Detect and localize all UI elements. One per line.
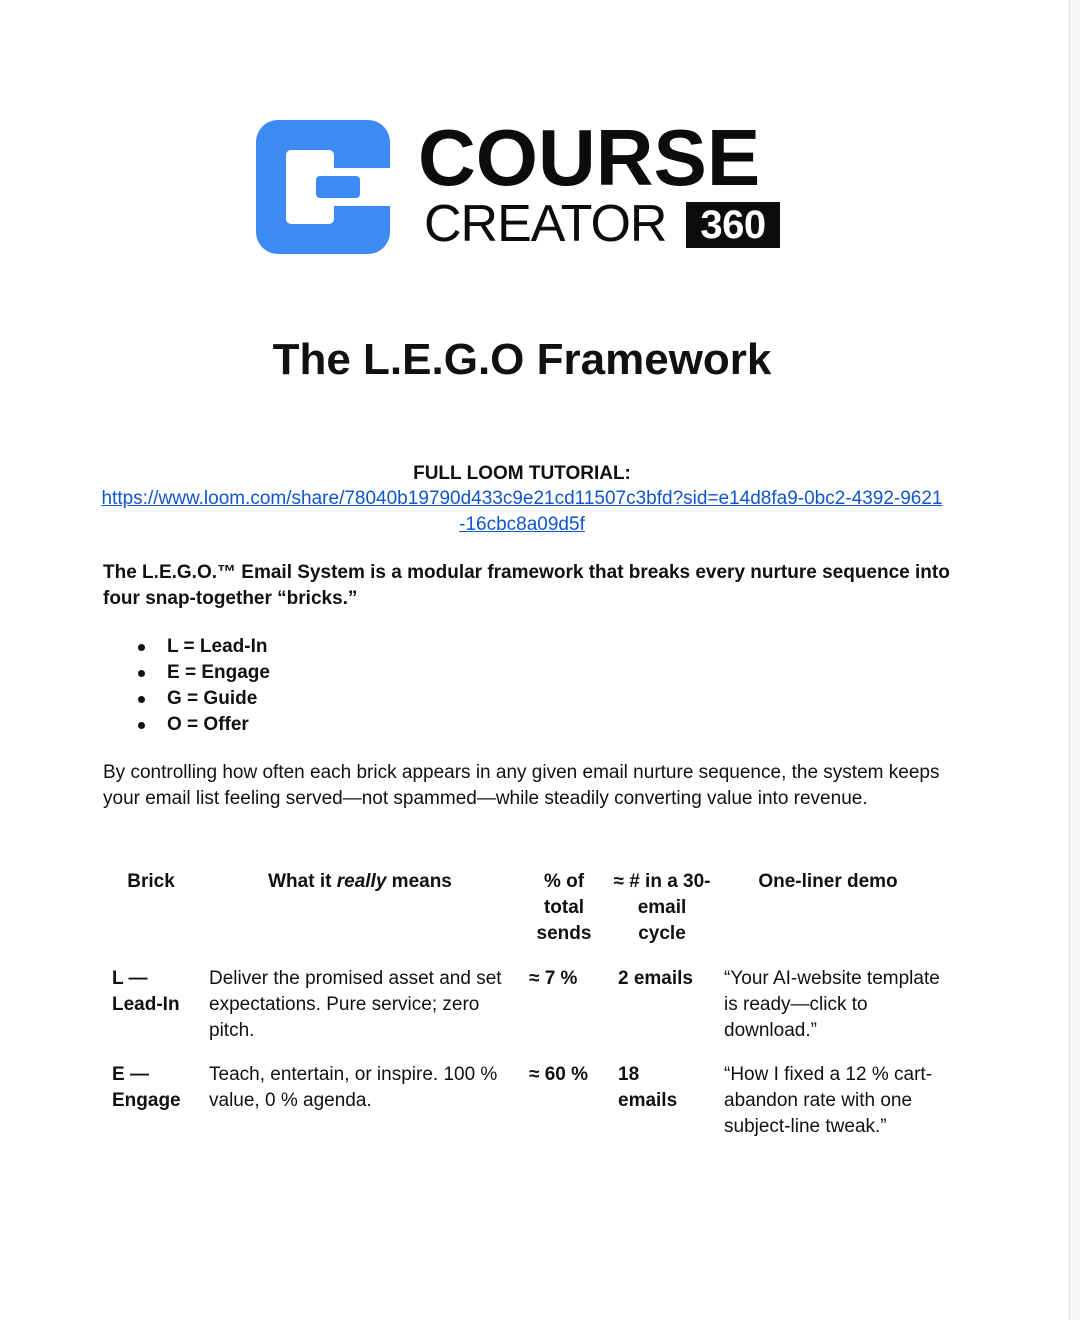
header-meaning	[205, 869, 515, 895]
row-lead-in-brick: L — Lead-In	[112, 968, 180, 1015]
row-engage-demo: “How I fixed a 12 % cart-abandon rate with one subject-line tweak.”	[724, 1064, 933, 1137]
header-meaning-emphasis: really	[336, 871, 387, 892]
header-percent: % of total sends	[536, 871, 592, 944]
row-engage-brick: E — Engage	[112, 1064, 181, 1111]
header-count: ≈ # in a 30-email cycle	[613, 871, 711, 944]
row-lead-in-count: 2 emails	[618, 968, 693, 989]
logo-word-creator: CREATOR	[424, 195, 667, 253]
list-item: O = Offer	[103, 712, 270, 738]
row-lead-in-demo: “Your AI-website template is ready—click to download.”	[724, 968, 940, 1041]
header-brick: Brick	[127, 871, 175, 892]
course-creator-logo	[256, 113, 786, 258]
header-meaning-pre: What it	[268, 871, 337, 892]
page-edge	[1069, 0, 1080, 1320]
intro-text: The L.E.G.O.™ Email System is a modular framework that breaks every nurture sequence into four snap-together “bricks.”	[103, 562, 950, 609]
list-item: L = Lead-In	[103, 634, 270, 660]
row-lead-in-meaning: Deliver the promised asset and set expectations. Pure service; zero pitch.	[209, 968, 502, 1041]
header-meaning-post: means	[386, 871, 452, 892]
row-lead-in-percent: ≈ 7 %	[529, 968, 578, 989]
logo-mark-icon	[256, 120, 390, 254]
tutorial-link[interactable]: https://www.loom.com/share/78040b19790d433c9e21cd11507c3bfd?sid=e14d8fa9-0bc2-4392-9621-16cbc8a09d5f	[101, 488, 943, 535]
logo-badge-360: 360	[686, 202, 780, 248]
tutorial-label: FULL LOOM TUTORIAL:	[413, 463, 631, 484]
header-demo: One-liner demo	[758, 871, 898, 892]
row-engage-percent: ≈ 60 %	[529, 1064, 589, 1085]
list-item: E = Engage	[103, 660, 270, 686]
row-engage-count: 18 emails	[618, 1064, 678, 1111]
body-paragraph: By controlling how often each brick appears in any given email nurture sequence, the system keeps your email list feeling served—not spammed—while steadily converting value into revenue.	[103, 762, 940, 809]
brick-list	[103, 634, 270, 738]
list-item: G = Guide	[103, 686, 270, 712]
page-title: The L.E.G.O Framework	[272, 335, 772, 384]
row-engage-meaning: Teach, entertain, or inspire. 100 % value, 0 % agenda.	[209, 1064, 498, 1111]
logo-word-course: COURSE	[418, 113, 761, 202]
